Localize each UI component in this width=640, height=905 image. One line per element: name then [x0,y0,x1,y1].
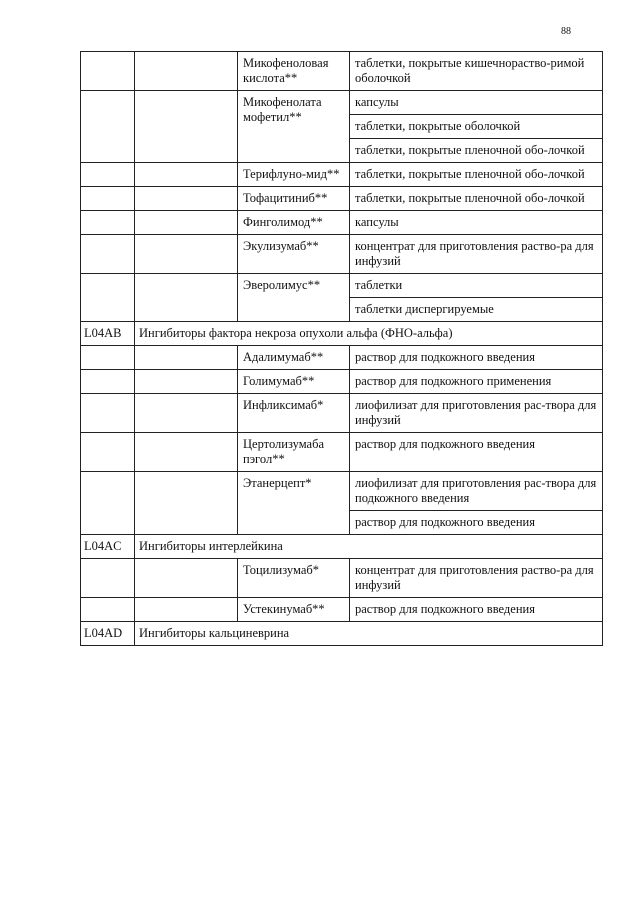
medication-table-body [81,52,603,646]
drug-row [81,598,603,622]
empty-group-cell [135,52,238,91]
drug-row [81,211,603,235]
dosage-form: раствор для подкожного введения [350,433,603,472]
empty-code-cell [81,346,135,370]
empty-group-cell [135,559,238,598]
empty-code-cell [81,598,135,622]
drug-row [81,433,603,472]
dosage-form: таблетки, покрытые пленочной обо-лочкой [350,139,603,163]
dosage-form: таблетки, покрытые кишечнораство-римой оболочкой [350,52,603,91]
empty-code-cell [81,211,135,235]
empty-code-cell [81,433,135,472]
drug-row [81,235,603,274]
group-title: Ингибиторы фактора некроза опухоли альфа (ФНО-альфа) [135,322,603,346]
drug-name: Терифлуно-мид** [238,163,350,187]
empty-code-cell [81,394,135,433]
drug-row [81,394,603,433]
empty-group-cell [135,394,238,433]
dosage-form: раствор для подкожного введения [350,598,603,622]
atc-code: L04AD [81,622,135,646]
drug-name: Микофенолата мофетил** [238,91,350,163]
drug-row [81,91,603,115]
dosage-form: концентрат для приготовления раство-ра для инфузий [350,559,603,598]
drug-name: Микофеноловая кислота** [238,52,350,91]
dosage-form: концентрат для приготовления раство-ра для инфузий [350,235,603,274]
dosage-form: лиофилизат для приготовления рас-твора для подкожного введения [350,472,603,511]
dosage-form: таблетки [350,274,603,298]
drug-row [81,472,603,511]
empty-code-cell [81,559,135,598]
empty-code-cell [81,472,135,535]
drug-name: Экулизумаб** [238,235,350,274]
empty-group-cell [135,187,238,211]
dosage-form: лиофилизат для приготовления рас-твора для инфузий [350,394,603,433]
group-row [81,322,603,346]
drug-name: Финголимод** [238,211,350,235]
empty-code-cell [81,91,135,163]
drug-name: Эверолимус** [238,274,350,322]
drug-name: Этанерцепт* [238,472,350,535]
empty-code-cell [81,370,135,394]
empty-group-cell [135,91,238,163]
empty-group-cell [135,163,238,187]
drug-name: Голимумаб** [238,370,350,394]
dosage-form: раствор для подкожного введения [350,346,603,370]
empty-code-cell [81,187,135,211]
dosage-form: таблетки, покрытые оболочкой [350,115,603,139]
dosage-form: раствор для подкожного применения [350,370,603,394]
empty-code-cell [81,274,135,322]
atc-code: L04AB [81,322,135,346]
empty-group-cell [135,433,238,472]
dosage-form: таблетки, покрытые пленочной обо-лочкой [350,187,603,211]
empty-code-cell [81,163,135,187]
drug-row [81,370,603,394]
drug-name: Инфликсимаб* [238,394,350,433]
drug-name: Тоцилизумаб* [238,559,350,598]
drug-row [81,52,603,91]
drug-name: Цертолизумаба пэгол** [238,433,350,472]
empty-code-cell [81,235,135,274]
group-title: Ингибиторы интерлейкина [135,535,603,559]
dosage-form: капсулы [350,91,603,115]
group-title: Ингибиторы кальциневрина [135,622,603,646]
dosage-form: таблетки диспергируемые [350,298,603,322]
page-number: 88 [561,26,571,37]
drug-row [81,274,603,298]
drug-name: Адалимумаб** [238,346,350,370]
group-row [81,622,603,646]
empty-group-cell [135,274,238,322]
empty-group-cell [135,370,238,394]
empty-group-cell [135,346,238,370]
empty-group-cell [135,472,238,535]
dosage-form: таблетки, покрытые пленочной обо-лочкой [350,163,603,187]
empty-code-cell [81,52,135,91]
drug-name: Устекинумаб** [238,598,350,622]
drug-row [81,187,603,211]
drug-row [81,346,603,370]
drug-name: Тофацитиниб** [238,187,350,211]
drug-row [81,163,603,187]
medication-table [80,51,603,646]
drug-row [81,559,603,598]
group-row [81,535,603,559]
empty-group-cell [135,211,238,235]
empty-group-cell [135,598,238,622]
empty-group-cell [135,235,238,274]
dosage-form: раствор для подкожного введения [350,511,603,535]
dosage-form: капсулы [350,211,603,235]
atc-code: L04AC [81,535,135,559]
